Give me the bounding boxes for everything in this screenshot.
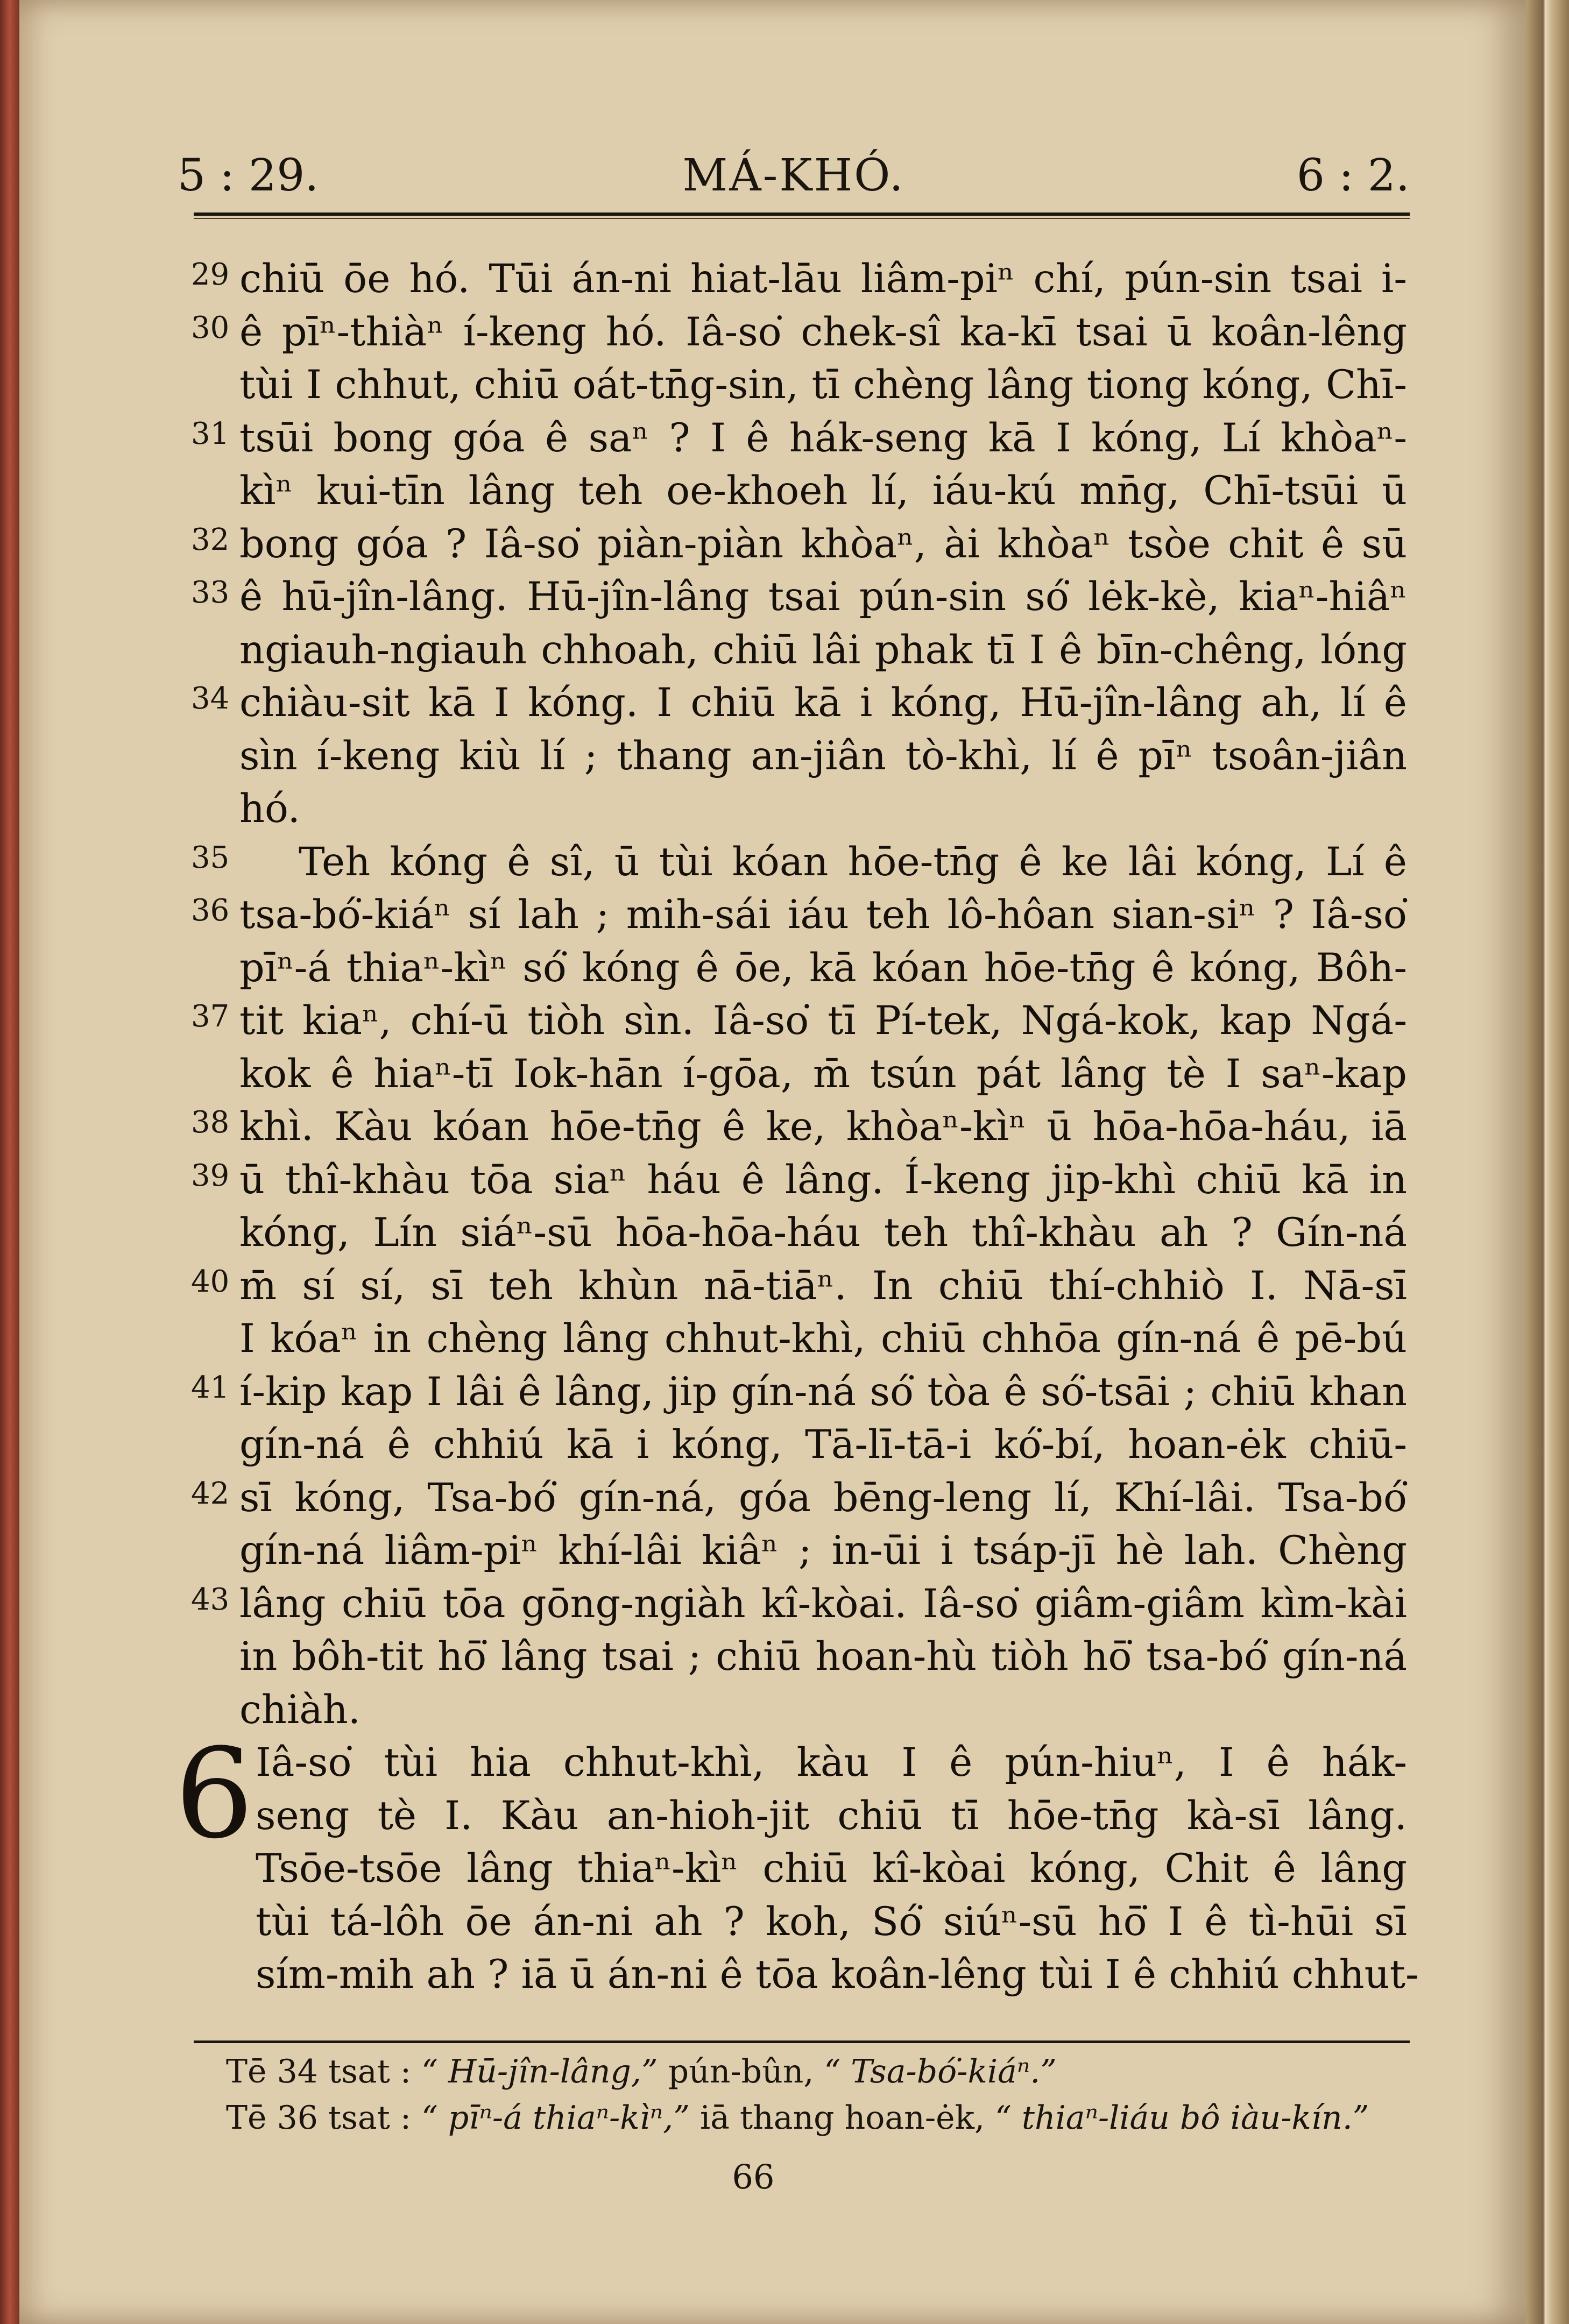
verse-text: ê pīⁿ-thiàⁿ í-keng hó. Iâ-so͘ chek-sî ka-kī tsai ū koân-lêng — [239, 309, 1407, 355]
text-line — [191, 995, 1407, 1048]
verse-number: 31 — [191, 416, 230, 451]
verse-text: í-kip kap I lâi ê lâng, jip gín-ná só͘ tòa ê só͘-tsāi ; chiū khan — [239, 1369, 1407, 1415]
verse-text: ngiauh-ngiauh chhoah, chiū lâi phak tī I ê bīn-chêng, lóng — [239, 627, 1407, 673]
text-line — [191, 1578, 1407, 1631]
verse-text: Teh kóng ê sî, ū tùi kóan hōe-tn̄g ê ke lâi kóng, Lí ê — [299, 839, 1407, 885]
book-binding — [0, 0, 19, 2324]
verse-number: 30 — [191, 310, 230, 345]
verse-text: I kóaⁿ in chèng lâng chhut-khì, chiū chhōa gín-ná ê pē-bú — [239, 1316, 1407, 1362]
verse-number: 40 — [191, 1264, 230, 1299]
verse-text: pīⁿ-á thiaⁿ-kìⁿ só͘ kóng ê ōe, kā kóan hōe-tn̄g ê kóng, Bôh- — [239, 945, 1407, 991]
text-line — [191, 1472, 1407, 1525]
verse-number: 34 — [191, 681, 230, 716]
scripture-text — [175, 253, 1419, 2002]
verse-text: tùi I chhut, chiū oát-tn̄g-sin, tī chèng lâng tiong kóng, Chī- — [239, 362, 1407, 408]
footnotes — [226, 2049, 1410, 2141]
header-rule-thin — [194, 218, 1410, 219]
text-line — [191, 1631, 1407, 1684]
verse-number: 29 — [191, 257, 230, 292]
text-line — [191, 1896, 1407, 1949]
verse-text: tùi tá-lôh ōe án-ni ah ? koh, Só͘ siúⁿ-sū hō͘ I ê tì-hūi sī — [256, 1898, 1407, 1945]
text-line — [191, 1260, 1407, 1313]
text-line — [191, 942, 1407, 995]
verse-text: tsūi bong góa ê saⁿ ? I ê hák-seng kā I kóng, Lí khòaⁿ- — [239, 415, 1407, 461]
text-line — [191, 518, 1407, 571]
verse-text: bong góa ? Iâ-so͘ piàn-piàn khòaⁿ, ài khòaⁿ tsòe chit ê sū — [239, 521, 1407, 567]
text-line — [191, 1949, 1419, 2002]
footnote-label: Tē 36 tsat : — [226, 2099, 412, 2137]
verse-text: gín-ná ê chhiú kā i kóng, Tā-lī-tā-i kó͘-bí, hoan-ėk chiū- — [239, 1422, 1407, 1468]
verse-text: sī kóng, Tsa-bó͘ gín-ná, góa bēng-leng lí, Khí-lâi. Tsa-bó͘ — [239, 1475, 1407, 1521]
header-book-title: MÁ-KHÓ. — [682, 150, 905, 201]
verse-number: 38 — [191, 1105, 230, 1140]
text-line — [191, 1313, 1407, 1366]
footnote-text: iā thang hoan-ėk, — [699, 2099, 995, 2137]
footnote-quote: “ Hū-jîn-lâng,” — [421, 2053, 658, 2091]
text-line — [191, 677, 1407, 730]
verse-text: Iâ-so͘ tùi hia chhut-khì, kàu I ê pún-hiuⁿ, I ê hák- — [256, 1740, 1407, 1785]
running-header — [178, 137, 1410, 207]
text-line — [191, 306, 1407, 359]
verse-number: 39 — [191, 1158, 230, 1193]
verse-text: chiū ōe hó. Tūi án-ni hiat-lāu liâm-piⁿ chí, pún-sin tsai i- — [239, 256, 1407, 302]
text-line — [191, 1154, 1407, 1207]
text-line — [191, 1525, 1407, 1578]
chapter-6-opening — [175, 1723, 1419, 2002]
verse-number: 42 — [191, 1476, 230, 1511]
footnote — [226, 2095, 1410, 2141]
text-line — [191, 1048, 1407, 1101]
verse-text: khì. Kàu kóan hōe-tn̄g ê ke, khòaⁿ-kìⁿ ū hōa-hōa-háu, iā — [239, 1104, 1407, 1150]
verse-text: chiàu-sit kā I kóng. I chiū kā i kóng, Hū-jîn-lâng ah, lí ê — [239, 680, 1407, 726]
text-line — [191, 465, 1407, 518]
verse-text: seng tè I. Kàu an-hioh-jit chiū tī hōe-tn̄g kà-sī lâng. — [256, 1792, 1407, 1839]
header-left-reference: 5 : 29. — [178, 150, 319, 201]
verse-text: tsa-bó͘-kiáⁿ sí lah ; mih-sái iáu teh lô-hôan sian-siⁿ ? Iâ-so͘ — [239, 892, 1407, 938]
verse-text: m̄ sí sí, sī teh khùn nā-tiāⁿ. In chiū thí-chhiò I. Nā-sī — [239, 1263, 1407, 1309]
text-line — [191, 836, 1407, 889]
text-line — [191, 1843, 1407, 1896]
verse-text: Tsōe-tsōe lâng thiaⁿ-kìⁿ chiū kî-kòai kóng, Chit ê lâng — [256, 1846, 1407, 1891]
verse-number: 33 — [191, 575, 230, 610]
page-edge — [1526, 0, 1569, 2324]
footnote-quote: “ pīⁿ-á thiaⁿ-kìⁿ,” — [421, 2099, 690, 2137]
verse-text: sìn í-keng kiù lí ; thang an-jiân tò-khì, lí ê pīⁿ tsoân-jiân — [239, 733, 1407, 779]
verse-text: kok ê hiaⁿ-tī Iok-hān í-gōa, m̄ tsún pát lâng tè I saⁿ-kap — [239, 1051, 1407, 1097]
verse-number: 36 — [191, 893, 230, 928]
text-line — [191, 1207, 1407, 1260]
text-line — [191, 1790, 1407, 1843]
verse-text: chiàh. — [239, 1687, 361, 1733]
footnote — [226, 2049, 1410, 2095]
text-line — [191, 253, 1407, 306]
verse-text: tit kiaⁿ, chí-ū tiòh sìn. Iâ-so͘ tī Pí-tek, Ngá-kok, kap Ngá- — [239, 998, 1407, 1044]
text-line — [191, 730, 1407, 783]
text-line — [191, 1737, 1407, 1790]
text-line — [191, 1419, 1407, 1472]
text-line — [191, 783, 1407, 836]
verse-number: 32 — [191, 522, 230, 557]
text-line — [191, 1101, 1407, 1154]
footnote-quote: “ Tsa-bó͘-kiáⁿ.” — [824, 2053, 1057, 2091]
text-line — [191, 1684, 1407, 1737]
text-line — [191, 571, 1407, 624]
text-line — [191, 412, 1407, 465]
verse-number: 37 — [191, 999, 230, 1034]
verse-text: kìⁿ kui-tīn lâng teh oe-khoeh lí, iáu-kú mn̄g, Chī-tsūi ū — [239, 468, 1407, 514]
verse-text: in bôh-tit hō͘ lâng tsai ; chiū hoan-hù tiòh hō͘ tsa-bó͘ gín-ná — [239, 1634, 1407, 1680]
verse-text: sím-mih ah ? iā ū án-ni ê tōa koân-lêng tùi I ê chhiú chhut- — [256, 1952, 1419, 1997]
verse-text: hó. — [239, 786, 300, 832]
verse-number: 43 — [191, 1582, 230, 1617]
header-rule — [194, 212, 1410, 216]
verse-text: kóng, Lín siáⁿ-sū hōa-hōa-háu teh thî-khàu ah ? Gín-ná — [239, 1210, 1407, 1256]
page-number: 66 — [732, 2157, 775, 2197]
text-line — [191, 889, 1407, 942]
verse-text: lâng chiū tōa gōng-ngiàh kî-kòai. Iâ-so͘ giâm-giâm kìm-kài — [239, 1581, 1407, 1627]
verse-number: 41 — [191, 1370, 230, 1405]
footnote-text: pún-bûn, — [668, 2053, 824, 2091]
header-right-reference: 6 : 2. — [1296, 150, 1410, 201]
text-line — [191, 1366, 1407, 1419]
footnote-rule — [194, 2040, 1410, 2043]
verse-text: ê hū-jîn-lâng. Hū-jîn-lâng tsai pún-sin só͘ lėk-kè, kiaⁿ-hiâⁿ — [239, 574, 1407, 620]
text-line — [191, 624, 1407, 677]
verse-text: gín-ná liâm-piⁿ khí-lâi kiâⁿ ; in-ūi i tsáp-jī hè lah. Chèng — [239, 1528, 1407, 1574]
footnote-label: Tē 34 tsat : — [226, 2053, 412, 2091]
verse-text: ū thî-khàu tōa siaⁿ háu ê lâng. Í-keng jip-khì chiū kā in — [239, 1157, 1407, 1203]
text-line — [191, 359, 1407, 412]
chapter-number: 6 — [175, 1723, 254, 1866]
footnote-quote: “ thiaⁿ-liáu bô iàu-kín.” — [995, 2099, 1369, 2137]
verse-number: 35 — [191, 840, 230, 875]
